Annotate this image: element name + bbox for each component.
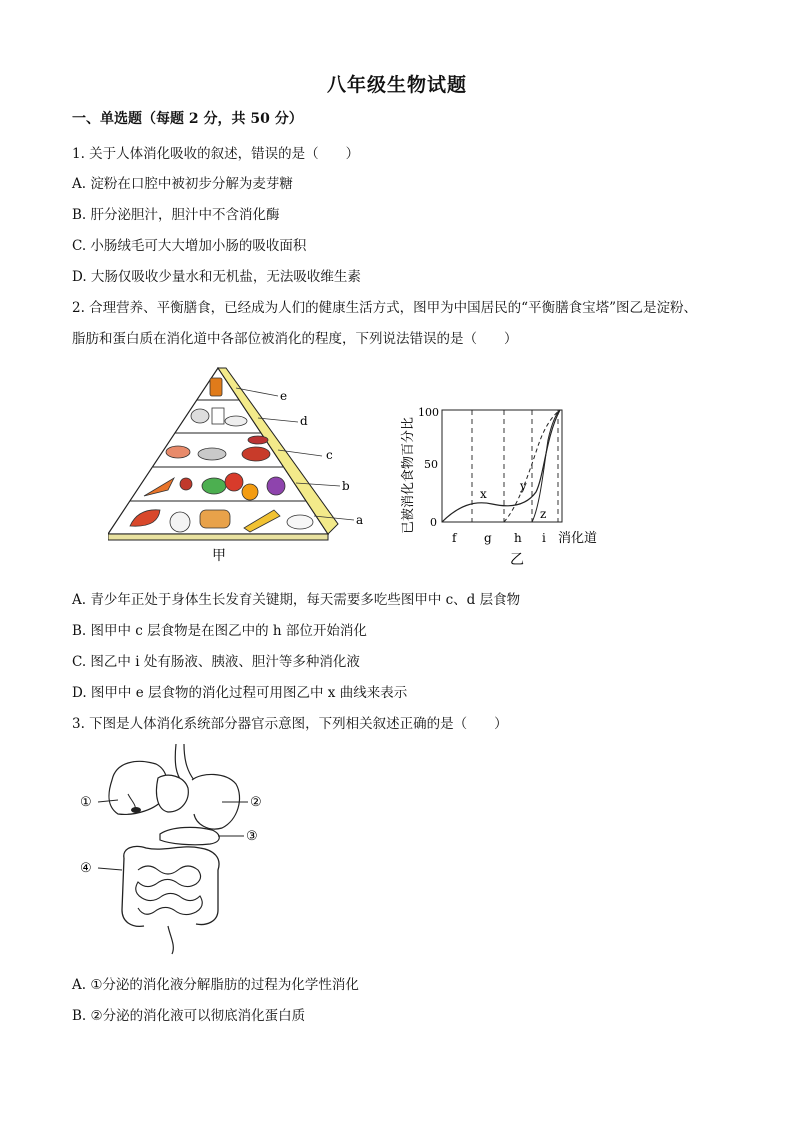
- question-1-stem: 1. 关于人体消化吸收的叙述，错误的是（ ）: [72, 146, 360, 162]
- xtick-h: h: [514, 531, 522, 545]
- figure-jia-caption: 甲: [212, 548, 226, 564]
- figure-yi-ylabel: 已被消化食物百分比: [401, 416, 416, 534]
- pyramid-label-a: a: [356, 513, 364, 527]
- pyramid-label-b: b: [342, 479, 350, 493]
- question-3-stem: 3. 下图是人体消化系统部分器官示意图，下列相关叙述正确的是（ ）: [72, 716, 508, 732]
- xtick-g: g: [484, 531, 492, 545]
- question-2-option-b: B. 图甲中 c 层食物是在图乙中的 h 部位开始消化: [72, 623, 367, 639]
- question-2-stem-line2: 脂肪和蛋白质在消化道中各部位被消化的程度，下列说法错误的是（ ）: [72, 331, 518, 347]
- question-2-option-c: C. 图乙中 i 处有肠液、胰液、胆汁等多种消化液: [72, 654, 360, 670]
- organ-label-1: ①: [80, 795, 92, 810]
- section-heading: 一、单选题（每题 2 分，共 50 分）: [72, 111, 303, 127]
- curve-label-y: y: [520, 479, 527, 493]
- question-1-option-b: B. 肝分泌胆汁，胆汁中不含消化酶: [72, 207, 280, 223]
- page-title: 八年级生物试题: [326, 74, 467, 96]
- curve-label-x: x: [480, 487, 487, 501]
- pyramid-label-c: c: [326, 448, 333, 462]
- food-pyramid-figure: [108, 366, 370, 566]
- ytick-50: 50: [424, 458, 438, 471]
- pyramid-label-e: e: [280, 389, 288, 403]
- question-3-option-b: B. ②分泌的消化液可以彻底消化蛋白质: [72, 1008, 306, 1024]
- figure-yi-caption: 乙: [510, 552, 524, 568]
- xtick-i: i: [542, 531, 546, 545]
- xtick-f: f: [452, 531, 457, 545]
- question-1-option-a: A. 淀粉在口腔中被初步分解为麦芽糖: [72, 176, 293, 192]
- digestion-curve-figure: [392, 396, 612, 574]
- digestive-system-figure: [72, 740, 272, 960]
- figure-yi-xlabel: 消化道: [558, 531, 598, 546]
- question-2-option-d: D. 图甲中 e 层食物的消化过程可用图乙中 x 曲线来表示: [72, 685, 408, 701]
- question-2-option-a: A. 青少年正处于身体生长发育关键期，每天需要多吃些图甲中 c、d 层食物: [72, 592, 521, 608]
- question-1-option-c: C. 小肠绒毛可大大增加小肠的吸收面积: [72, 238, 307, 254]
- organ-label-2: ②: [250, 795, 262, 810]
- question-1-option-d: D. 大肠仅吸收少量水和无机盐，无法吸收维生素: [72, 269, 361, 285]
- pyramid-label-d: d: [300, 414, 308, 428]
- ytick-0: 0: [430, 516, 437, 529]
- organ-label-4: ④: [80, 861, 92, 876]
- curve-label-z: z: [540, 507, 547, 521]
- ytick-100: 100: [418, 406, 439, 419]
- question-3-option-a: A. ①分泌的消化液分解脂肪的过程为化学性消化: [72, 977, 359, 993]
- organ-label-3: ③: [246, 829, 258, 844]
- question-2-stem-line1: 2. 合理营养、平衡膳食，已经成为人们的健康生活方式，图甲为中国居民的“平衡膳食宝塔”图乙是淀粉、: [72, 300, 697, 316]
